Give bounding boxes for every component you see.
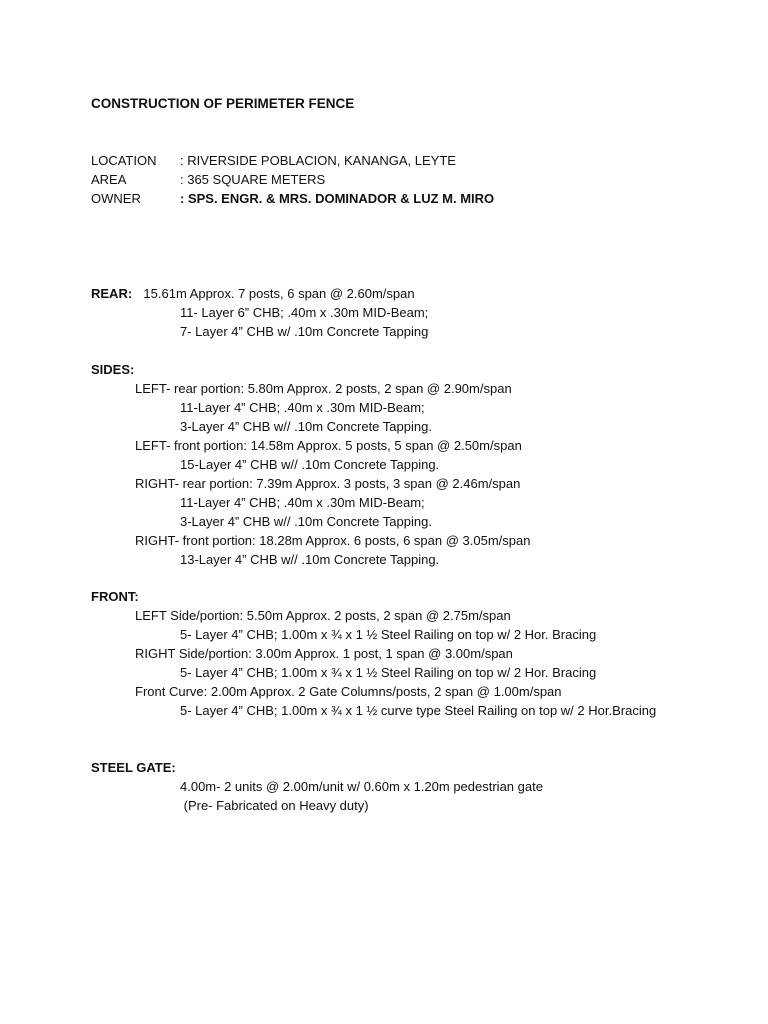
info-row-area bbox=[91, 170, 494, 189]
info-row-location bbox=[91, 151, 494, 170]
steel-gate-heading: STEEL GATE: bbox=[91, 760, 176, 775]
front-portion: LEFT Side/portion: 5.50m Approx. 2 posts, 2 span @ 2.75m/span bbox=[135, 608, 511, 623]
front-portion: Front Curve: 2.00m Approx. 2 Gate Columns/posts, 2 span @ 1.00m/span bbox=[135, 684, 562, 699]
sides-detail: 3-Layer 4” CHB w// .10m Concrete Tapping. bbox=[180, 514, 432, 529]
front-detail: 5- Layer 4” CHB; 1.00m x ¾ x 1 ½ curve type Steel Railing on top w/ 2 Hor.Bracing bbox=[180, 703, 657, 718]
front-portion: RIGHT Side/portion: 3.00m Approx. 1 post, 1 span @ 3.00m/span bbox=[135, 646, 513, 661]
info-value: : 365 SQUARE METERS bbox=[180, 172, 326, 187]
rear-summary: 15.61m Approx. 7 posts, 6 span @ 2.60m/span bbox=[143, 286, 415, 301]
info-row-owner bbox=[91, 189, 494, 208]
sides-detail: 11-Layer 4” CHB; .40m x .30m MID-Beam; bbox=[180, 495, 425, 510]
rear-heading: REAR: bbox=[91, 286, 133, 301]
sides-portion: RIGHT- rear portion: 7.39m Approx. 3 posts, 3 span @ 2.46m/span bbox=[135, 476, 521, 491]
sides-portion: LEFT- front portion: 14.58m Approx. 5 posts, 5 span @ 2.50m/span bbox=[135, 438, 522, 453]
front-heading: FRONT: bbox=[91, 589, 139, 604]
sides-detail: 11-Layer 4” CHB; .40m x .30m MID-Beam; bbox=[180, 400, 425, 415]
project-info bbox=[91, 151, 494, 208]
steel-gate-detail: 4.00m- 2 units @ 2.00m/unit w/ 0.60m x 1.20m pedestrian gate bbox=[180, 779, 543, 794]
info-label: AREA bbox=[91, 172, 127, 187]
info-label: LOCATION bbox=[91, 153, 157, 168]
sides-detail: 15-Layer 4” CHB w// .10m Concrete Tapping. bbox=[180, 457, 440, 472]
sides-portion: LEFT- rear portion: 5.80m Approx. 2 posts, 2 span @ 2.90m/span bbox=[135, 381, 512, 396]
front-detail: 5- Layer 4” CHB; 1.00m x ¾ x 1 ½ Steel Railing on top w/ 2 Hor. Bracing bbox=[180, 627, 597, 642]
sides-detail: 13-Layer 4” CHB w// .10m Concrete Tapping. bbox=[180, 552, 440, 567]
rear-detail: 11- Layer 6” CHB; .40m x .30m MID-Beam; bbox=[180, 305, 429, 320]
document-title: CONSTRUCTION OF PERIMETER FENCE bbox=[91, 96, 355, 111]
front-detail: 5- Layer 4” CHB; 1.00m x ¾ x 1 ½ Steel Railing on top w/ 2 Hor. Bracing bbox=[180, 665, 597, 680]
info-value: : SPS. ENGR. & MRS. DOMINADOR & LUZ M. MIRO bbox=[180, 191, 495, 206]
sides-heading: SIDES: bbox=[91, 362, 135, 377]
steel-gate-detail: (Pre- Fabricated on Heavy duty) bbox=[180, 798, 369, 813]
info-value: : RIVERSIDE POBLACION, KANANGA, LEYTE bbox=[180, 153, 456, 168]
rear-detail: 7- Layer 4” CHB w/ .10m Concrete Tapping bbox=[180, 324, 429, 339]
info-label: OWNER bbox=[91, 191, 141, 206]
sides-portion: RIGHT- front portion: 18.28m Approx. 6 posts, 6 span @ 3.05m/span bbox=[135, 533, 531, 548]
sides-detail: 3-Layer 4” CHB w// .10m Concrete Tapping. bbox=[180, 419, 432, 434]
rear-line bbox=[91, 284, 415, 303]
